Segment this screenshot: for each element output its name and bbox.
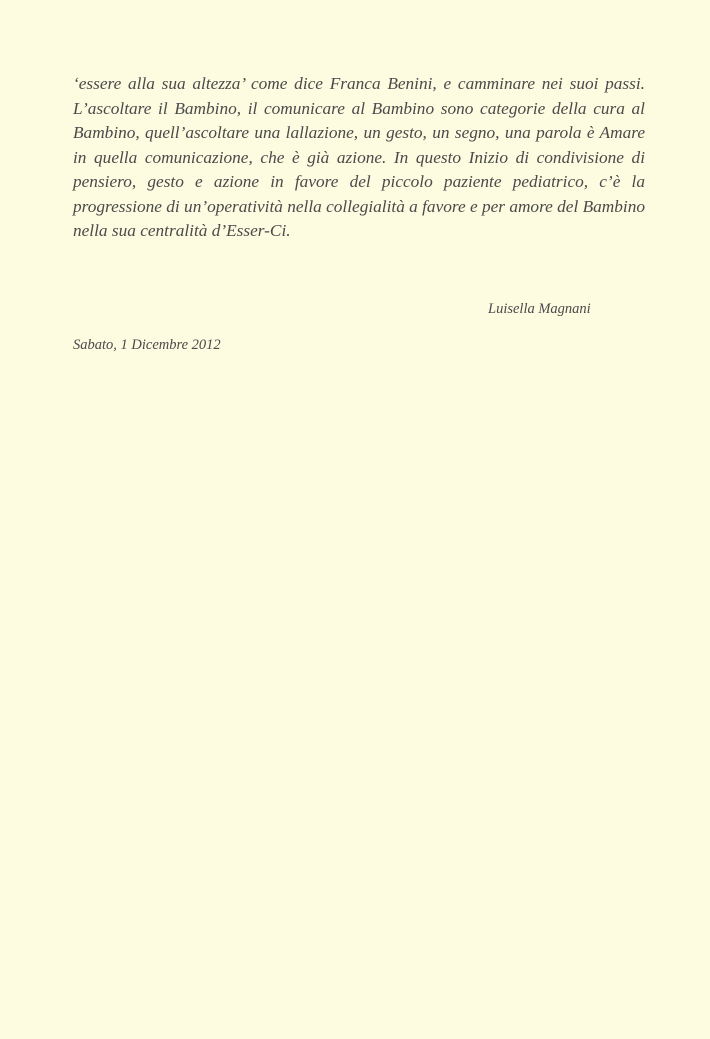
body-paragraph (73, 72, 645, 244)
paragraph-line-4: in quella comunicazione, che è già azione. In questo Inizio di condivisione di (73, 147, 645, 167)
author-signature: Luisella Magnani (488, 301, 591, 317)
document-date: Sabato, 1 Dicembre 2012 (73, 337, 221, 353)
paragraph-line-6: progressione di un’operatività nella collegialità a favore e per amore del Bambino (73, 196, 645, 216)
paragraph-line-7: nella sua centralità d’Esser-Ci. (73, 221, 291, 240)
paragraph-line-2: L’ascoltare il Bambino, il comunicare al Bambino sono categorie della cura al (73, 98, 645, 118)
paragraph-line-5: pensiero, gesto e azione in favore del piccolo paziente pediatrico, c’è la (73, 172, 645, 191)
paragraph-line-1: ‘essere alla sua altezza’ come dice Franca Benini, e camminare nei suoi passi. (73, 74, 645, 93)
paragraph-line-3: Bambino, quell’ascoltare una lallazione, un gesto, un segno, una parola è Amare (73, 123, 645, 142)
